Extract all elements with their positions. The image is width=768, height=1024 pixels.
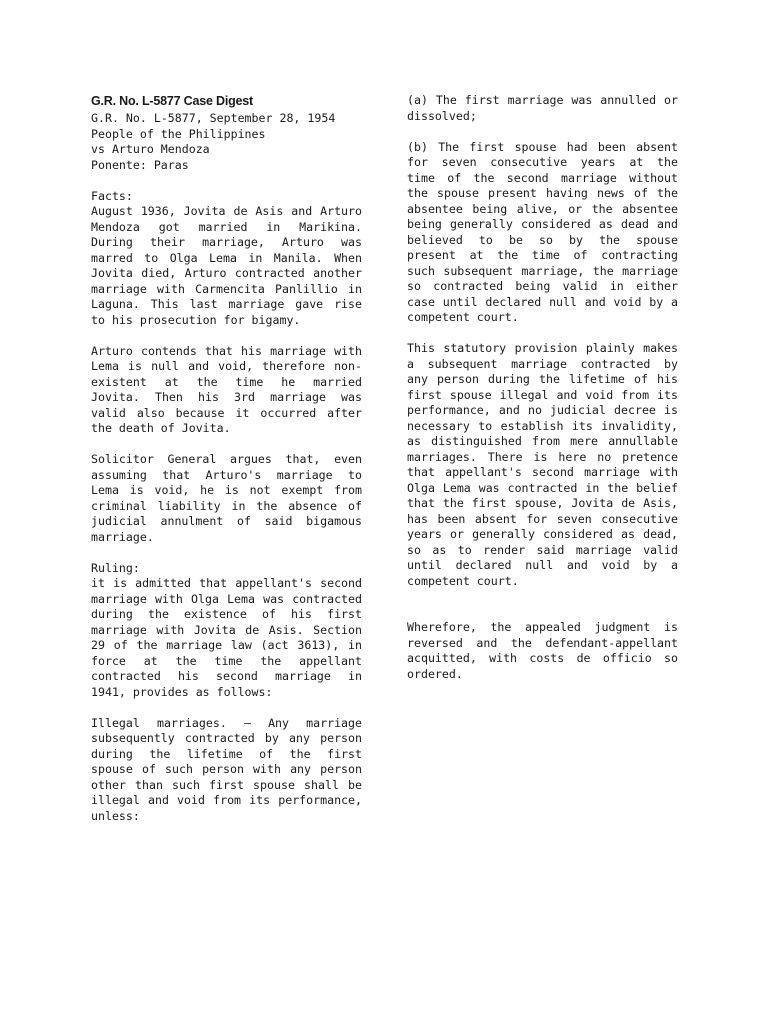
provision-a: (a) The first marriage was annulled or dissolved; xyxy=(407,93,678,123)
ruling-paragraph-2: Illegal marriages. — Any marriage subsequently contracted by any person during the lifetime of the first spouse of such person with any person other than such first spouse shall be illegal and void from its performance, unless: xyxy=(91,715,362,823)
ruling-paragraph-1: it is admitted that appellant's second marriage with Olga Lema was contracted during the existence of his first marriage with Jovita de Asis. Section 29 of the marriage law (act 3613), in force at the time the appellant contracted his second marriage in 1941, provides as follows: xyxy=(91,576,362,699)
provision-b: (b) The first spouse had been absent for seven consecutive years at the time of the second marriage without the spouse present having news of the absentee being alive, or the absentee being generally considered as dead and believed to be so by the spouse present at the time of contracting such subsequent marriage, the marriage so contracted being valid in either case until declared null and void by a competent court. xyxy=(407,139,678,324)
facts-heading: Facts: xyxy=(91,188,133,203)
defendant-line: vs Arturo Mendoza xyxy=(91,142,210,156)
right-column xyxy=(407,93,678,698)
case-number-date: G.R. No. L-5877, September 28, 1954 xyxy=(91,111,336,125)
disposition-paragraph: Wherefore, the appealed judgment is reversed and the defendant-appellant acquitted, with costs de officio so ordered. xyxy=(407,620,678,681)
ruling-heading: Ruling: xyxy=(91,560,140,575)
facts-paragraph-2: Arturo contends that his marriage with Lema is null and void, therefore non-existent at the time he married Jovita. Then his 3rd marriage was valid also because it occurred after the death of Jovita. xyxy=(91,343,362,435)
ponente-line: Ponente: Paras xyxy=(91,157,189,172)
left-column xyxy=(91,93,362,840)
plaintiff-line: People of the Philippines xyxy=(91,126,266,141)
analysis-paragraph: This statutory provision plainly makes a subsequent marriage contracted by any person during the lifetime of his first spouse illegal and void from its performance, and no judicial decree is necessary to establish its invalidity, as distinguished from mere annullable marriages. There is here no pretence that appellant's second marriage with Olga Lema was contracted in the belief that the first spouse, Jovita de Asis, has been absent for seven consecutive years or generally considered as dead, so as to render said marriage valid until declared null and void by a competent court. xyxy=(407,341,678,588)
facts-paragraph-1: August 1936, Jovita de Asis and Arturo Mendoza got married in Marikina. During their marriage, Arturo was marred to Olga Lema in Manila. When Jovita died, Arturo contracted another marriage with Carmencita Panlillio in Laguna. This last marriage gave rise to his prosecution for bigamy. xyxy=(91,204,362,327)
facts-paragraph-3: Solicitor General argues that, even assuming that Arturo's marriage to Lema is void, he is not exempt from criminal liability in the absence of judicial annulment of said bigamous marriage. xyxy=(91,452,362,544)
case-title: G.R. No. L-5877 Case Digest xyxy=(91,94,254,108)
